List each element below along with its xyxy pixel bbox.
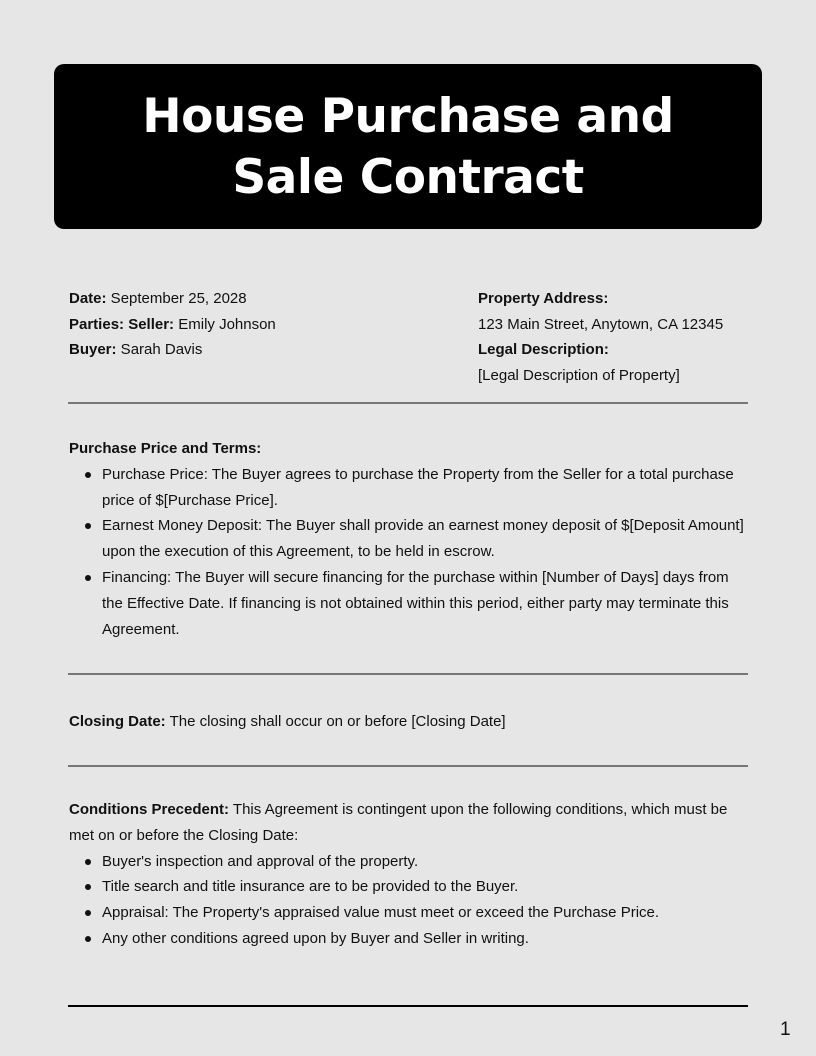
- list-item: Any other conditions agreed upon by Buyer and Seller in writing.: [102, 926, 749, 952]
- bullet-icon: [85, 859, 91, 865]
- parties-seller-label: Parties: Seller:: [69, 315, 175, 333]
- footer-divider: [68, 1005, 748, 1007]
- list-item: Title search and title insurance are to be provided to the Buyer.: [102, 874, 749, 900]
- list-item: Earnest Money Deposit: The Buyer shall provide an earnest money deposit of $[Deposit Amount] upon the execution of this Agreement, to be held in escrow.: [102, 513, 749, 565]
- document-title: House Purchase and Sale Contract: [142, 88, 674, 205]
- list-item: Appraisal: The Property's appraised value must meet or exceed the Purchase Price.: [102, 900, 749, 926]
- property-block: [478, 286, 723, 389]
- list-item: Financing: The Buyer will secure financing for the purchase within [Number of Days] days from the Effective Date. If financing is not obtained within this period, either party may terminate this Agreement.: [102, 565, 749, 642]
- property-address-label: Property Address:: [478, 290, 609, 307]
- property-address-value: 123 Main Street, Anytown, CA 12345: [478, 315, 724, 333]
- page-number: 1: [780, 1019, 791, 1040]
- buyer-label: Buyer:: [69, 341, 117, 359]
- legal-description-label: Legal Description:: [478, 341, 609, 359]
- list-item: Purchase Price: The Buyer agrees to purchase the Property from the Seller for a total purchase price of $[Purchase Price].: [102, 462, 749, 514]
- closing-date-label: Closing Date:: [69, 713, 166, 730]
- legal-description-value: [Legal Description of Property]: [478, 367, 680, 385]
- purchase-terms-list: [69, 462, 749, 643]
- closing-date-section: [69, 709, 749, 735]
- bullet-icon: [85, 575, 91, 581]
- date-label: Date:: [69, 290, 107, 307]
- bullet-icon: [85, 884, 91, 890]
- bullet-icon: [85, 472, 91, 478]
- conditions-intro: Conditions Precedent: This Agreement is contingent upon the following conditions, which must be met on or before the Closing Date:: [69, 801, 728, 844]
- bullet-icon: [85, 910, 91, 916]
- buyer-value: Sarah Davis: [116, 341, 203, 359]
- date-value: September 25, 2028: [106, 290, 247, 307]
- seller-row: [69, 312, 276, 338]
- parties-block: [69, 286, 276, 363]
- purchase-terms-section: [69, 436, 749, 642]
- conditions-section: [69, 797, 749, 952]
- conditions-list: [69, 849, 749, 952]
- date-row: [69, 286, 276, 312]
- purchase-terms-heading: Purchase Price and Terms:: [69, 440, 262, 457]
- bullet-icon: [85, 936, 91, 942]
- seller-value: Emily Johnson: [174, 315, 276, 333]
- divider: [68, 765, 748, 767]
- closing-date-text: The closing shall occur on or before [Closing Date]: [165, 713, 506, 730]
- bullet-icon: [85, 523, 91, 529]
- buyer-row: [69, 337, 276, 363]
- list-item: Buyer's inspection and approval of the property.: [102, 849, 749, 875]
- divider: [68, 402, 748, 404]
- title-banner: [54, 64, 762, 229]
- divider: [68, 673, 748, 675]
- conditions-label: Conditions Precedent:: [69, 801, 230, 818]
